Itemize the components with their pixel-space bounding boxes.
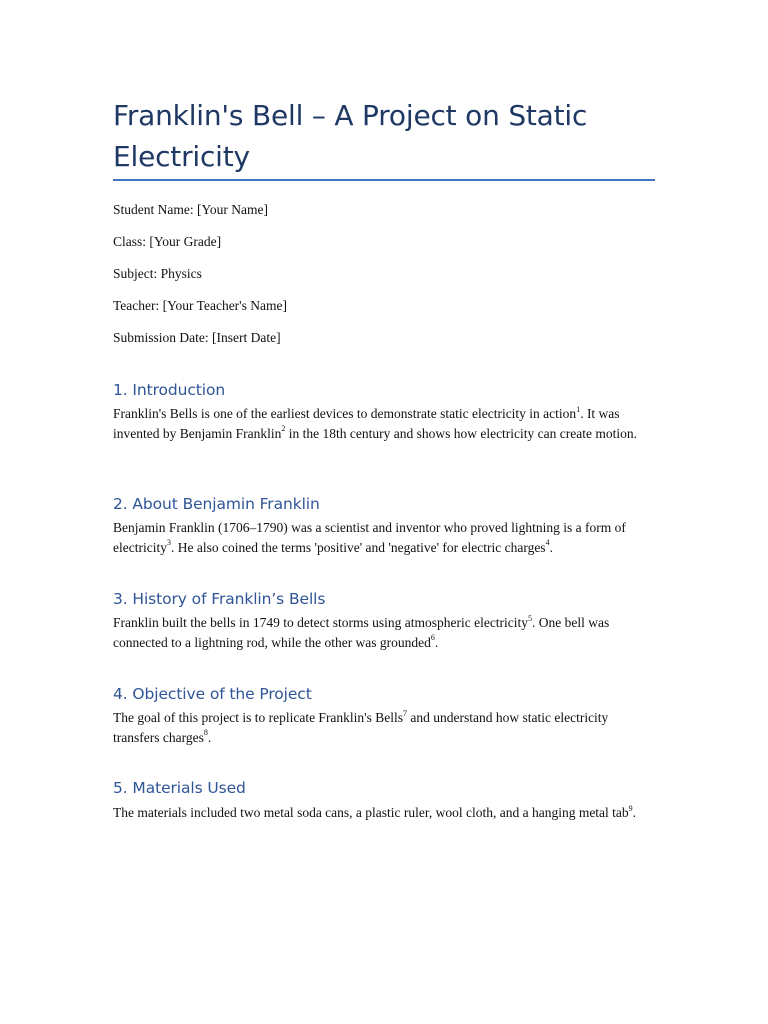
footnote-marker: 1 [576, 404, 581, 414]
section-paragraph-introduction [113, 404, 658, 443]
footnote-marker: 7 [403, 708, 407, 718]
footnote-marker: 4 [545, 538, 550, 547]
section-heading-materials: 5. Materials Used [113, 779, 246, 797]
section-heading-history: 3. History of Franklin’s Bells [113, 590, 326, 608]
footnote-marker: 5 [528, 613, 533, 623]
paragraph-text: Franklin built the bells in 1749 to detect storms using atmospheric electricity [113, 615, 529, 630]
paragraph-text: Benjamin Franklin (1706–1790) was a scientist and inventor who proved lightning is a form of electricity [113, 520, 626, 555]
paragraph-text: Franklin's Bells is one of the earliest devices to demonstrate static electricity in action [113, 406, 577, 421]
section-paragraph-history [113, 613, 658, 652]
paragraph-text: . He also coined the terms 'positive' and 'negative' for electric charges [170, 539, 546, 555]
footnote-marker: 8 [203, 728, 208, 737]
paragraph-text: . It was invented by Benjamin Franklin [113, 406, 620, 441]
section-heading-objective: 4. Objective of the Project [113, 685, 312, 703]
section-paragraph-objective [113, 708, 658, 747]
title-underline-divider [113, 179, 655, 181]
paragraph-text: The materials included two metal soda cans, a plastic ruler, wool cloth, and a hanging metal tab [113, 805, 629, 820]
section-paragraph-about-franklin [113, 518, 658, 557]
footnote-marker: 9 [628, 803, 633, 813]
paragraph-text: . [207, 729, 212, 745]
footnote-marker: 6 [430, 633, 435, 642]
document-title: Franklin's Bell – A Project on Static Electricity [113, 99, 588, 173]
paragraph-text: . [632, 805, 637, 820]
paragraph-text: and understand how static electricity transfers charges [113, 710, 609, 745]
section-heading-introduction: 1. Introduction [113, 381, 226, 399]
paragraph-text: . One bell was connected to a lightning rod, while the other was grounded [113, 615, 610, 650]
paragraph-text: . [434, 634, 439, 650]
teacher-line: Teacher: [Your Teacher's Name] [113, 298, 287, 313]
paragraph-text: The goal of this project is to replicate Franklin's Bells [113, 710, 403, 725]
paragraph-text: . [549, 539, 553, 555]
section-heading-about-franklin: 2. About Benjamin Franklin [113, 495, 320, 513]
subject-line: Subject: Physics [113, 266, 202, 281]
submission-date-line: Submission Date: [Insert Date] [113, 330, 281, 345]
section-paragraph-materials [113, 803, 658, 823]
paragraph-text: in the 18th century and shows how electricity can create motion. [285, 425, 637, 441]
footnote-marker: 3 [166, 538, 171, 547]
footnote-marker: 2 [281, 424, 286, 433]
class-line: Class: [Your Grade] [113, 234, 222, 249]
student-name-line: Student Name: [Your Name] [113, 202, 268, 217]
